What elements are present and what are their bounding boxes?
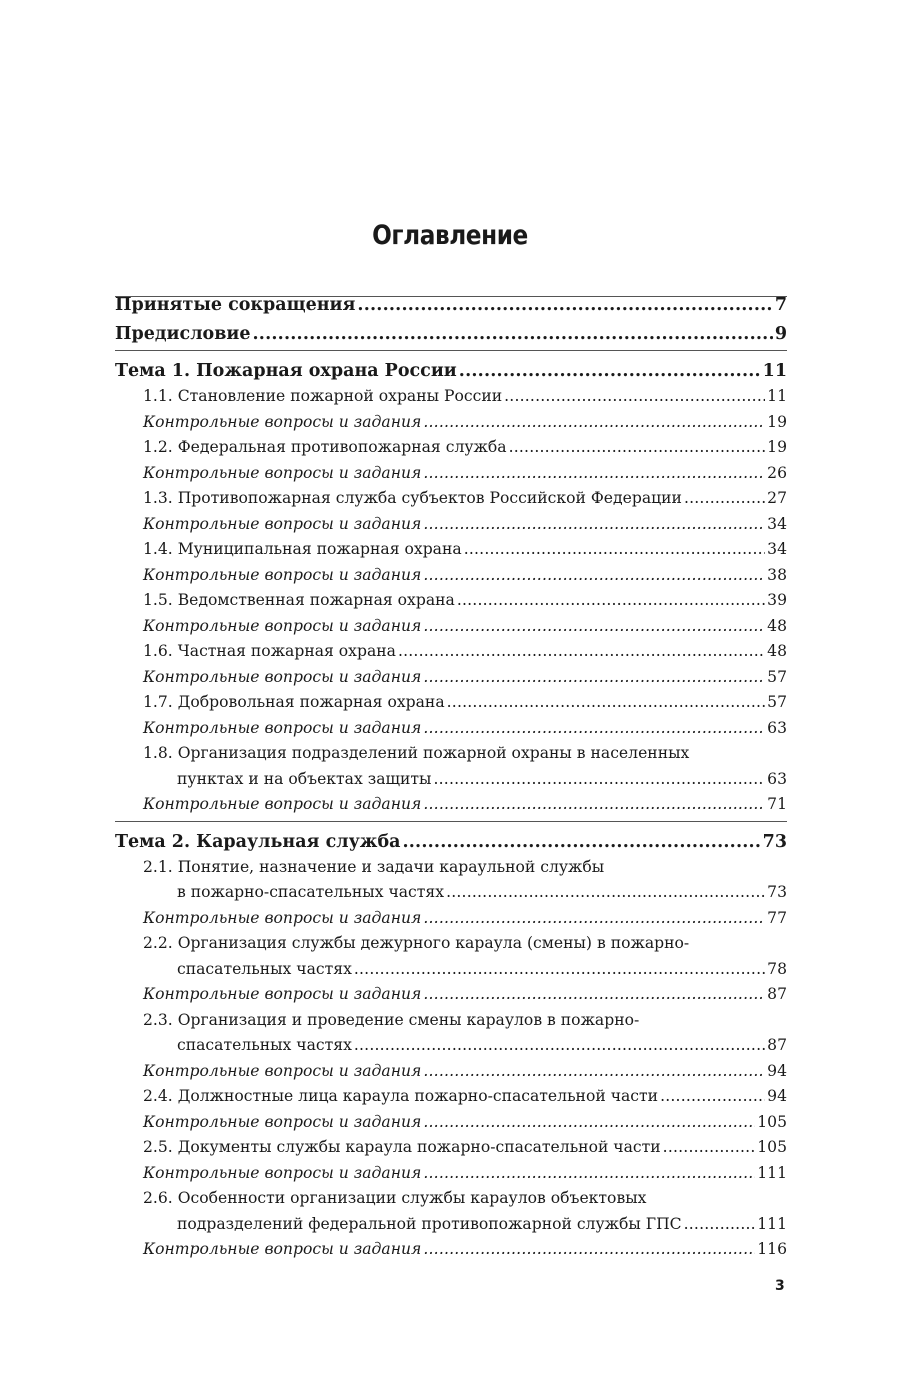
dot-leader (684, 1212, 756, 1238)
toc-entry-page: 94 (767, 1087, 787, 1105)
dot-leader (423, 563, 765, 589)
toc-entry-label: Контрольные вопросы и задания (143, 1061, 422, 1080)
toc-entry-label: в пожарно-спасательных частях (177, 883, 445, 901)
toc-entry-page: 57 (767, 667, 787, 686)
toc-entry-label: Предисловие (115, 324, 251, 344)
dot-leader (423, 665, 765, 691)
toc-entry-page: 11 (767, 387, 787, 405)
toc-entry-page: 71 (767, 795, 787, 813)
toc-entry-label: 2.3. Организация и проведение смены караулов в пожарно- (143, 1010, 640, 1029)
toc-entry-page: 73 (762, 831, 787, 852)
dot-leader (504, 384, 765, 410)
dot-leader (423, 792, 765, 818)
toc-questions-entry (115, 792, 787, 818)
toc-entry-label: 2.6. Особенности организации службы караулов объектовых (143, 1189, 647, 1207)
toc-entry-label: 1.8. Организация подразделений пожарной охраны в населенных (143, 744, 690, 762)
dot-leader (357, 293, 772, 318)
toc-entry-page: 39 (767, 591, 787, 609)
toc-entry-page: 19 (767, 438, 787, 456)
toc-entry-page: 26 (767, 463, 787, 482)
toc-entry-page: 19 (767, 412, 787, 431)
toc-section-entry (115, 537, 787, 563)
dot-leader (684, 486, 765, 512)
toc-entry-label: 1.2. Федеральная противопожарная служба (143, 438, 507, 456)
toc-entry-page: 73 (767, 883, 787, 901)
toc-entry-page: 78 (767, 959, 787, 978)
toc-entry-label: спасательных частях (177, 1036, 352, 1054)
toc-section-entry (115, 855, 787, 906)
toc-section-entry (115, 384, 787, 410)
dot-leader (423, 1161, 755, 1187)
toc-entry-page: 87 (767, 1036, 787, 1054)
toc-entry-page: 105 (757, 1138, 787, 1156)
toc-section-entry (115, 486, 787, 512)
toc-section-entry (115, 588, 787, 614)
dot-leader (402, 830, 760, 855)
toc-entry-label: Контрольные вопросы и задания (143, 795, 422, 813)
toc-entry-label: 2.5. Документы службы караула пожарно-спасательной части (143, 1138, 661, 1156)
toc-entry-page: 111 (757, 1163, 787, 1182)
toc-entry-label: 1.7. Добровольная пожарная охрана (143, 693, 445, 711)
dot-leader (423, 614, 765, 640)
toc-questions-entry (115, 1161, 787, 1187)
toc-entry-label: Контрольные вопросы и задания (143, 1112, 422, 1131)
dot-leader (446, 880, 765, 906)
dot-leader (423, 410, 765, 436)
dot-leader (423, 1059, 765, 1085)
toc-entry-page: 48 (767, 616, 787, 635)
toc-entry-label: Контрольные вопросы и задания (143, 985, 422, 1003)
toc-entry-label: 2.2. Организация службы дежурного караула (смены) в пожарно- (143, 934, 690, 952)
toc-entry-page: 34 (767, 540, 787, 558)
toc-section-entry (115, 1186, 787, 1237)
dot-leader (423, 716, 765, 742)
toc-questions-entry (115, 461, 787, 487)
toc-entry-page: 94 (767, 1061, 787, 1080)
toc-entry-label: 2.1. Понятие, назначение и задачи караульной службы (143, 857, 605, 876)
toc-heading-entry (115, 351, 787, 384)
toc-section-entry (115, 690, 787, 716)
toc-entry-page: 34 (767, 514, 787, 533)
dot-leader (398, 639, 765, 665)
toc-questions-entry (115, 716, 787, 742)
toc-entry-page: 27 (767, 489, 787, 507)
dot-leader (433, 767, 765, 793)
toc-entry-label: Контрольные вопросы и задания (143, 667, 422, 686)
toc-entry-page: 11 (762, 361, 787, 381)
toc-entry-page: 111 (757, 1214, 787, 1233)
toc-questions-entry (115, 1110, 787, 1136)
toc-entry-page: 63 (767, 718, 787, 737)
toc-section-entry (115, 1135, 787, 1161)
toc-section-entry (115, 1008, 787, 1059)
dot-leader (423, 461, 765, 487)
dot-leader (423, 512, 765, 538)
toc-entry-page: 48 (767, 642, 787, 660)
toc-questions-entry (115, 1237, 787, 1263)
toc-questions-entry (115, 906, 787, 932)
dot-leader (423, 1110, 755, 1136)
toc-entry-label: Принятые сокращения (115, 295, 356, 315)
dot-leader (509, 435, 766, 461)
toc-questions-entry (115, 982, 787, 1008)
toc-entry-label: 1.5. Ведомственная пожарная охрана (143, 591, 455, 609)
dot-leader (660, 1084, 765, 1110)
dot-leader (457, 588, 765, 614)
toc-entry-label: Контрольные вопросы и задания (143, 1163, 422, 1182)
toc-entry-label: Контрольные вопросы и задания (143, 908, 422, 927)
toc-questions-entry (115, 614, 787, 640)
dot-leader (423, 1237, 755, 1263)
dot-leader (447, 690, 766, 716)
toc-questions-entry (115, 410, 787, 436)
dot-leader (354, 1033, 765, 1059)
toc-entry-label: спасательных частях (177, 959, 352, 978)
toc-entry-label: Контрольные вопросы и задания (143, 616, 422, 635)
toc-questions-entry (115, 665, 787, 691)
toc-entry-page: 9 (774, 324, 787, 344)
toc-entry-page: 7 (774, 295, 787, 315)
toc-entry-label: Контрольные вопросы и задания (143, 1240, 422, 1258)
toc-questions-entry (115, 563, 787, 589)
toc-entry-page: 105 (757, 1112, 787, 1131)
dot-leader (459, 359, 761, 384)
dot-leader (423, 906, 765, 932)
toc-entry-label: пунктах и на объектах защиты (177, 769, 432, 788)
toc-entry-label: Контрольные вопросы и задания (143, 514, 422, 533)
dot-leader (252, 322, 772, 347)
toc-entry-page: 116 (757, 1240, 787, 1258)
dot-leader (464, 537, 765, 563)
dot-leader (423, 982, 765, 1008)
dot-leader (354, 957, 765, 983)
page-number: 3 (775, 1278, 785, 1294)
toc-entry-label: Контрольные вопросы и задания (143, 463, 422, 482)
toc-entry-label: 1.4. Муниципальная пожарная охрана (143, 540, 462, 558)
toc-entry-label: Тема 2. Караульная служба (115, 831, 401, 852)
toc-entry-label: 1.3. Противопожарная служба субъектов Российской Федерации (143, 489, 682, 507)
toc-heading-entry (115, 293, 787, 318)
toc-heading-entry (115, 822, 787, 855)
toc-entry-page: 87 (767, 985, 787, 1003)
toc-entry-label: Контрольные вопросы и задания (143, 565, 422, 584)
toc-entry-page: 38 (767, 565, 787, 584)
dot-leader (663, 1135, 756, 1161)
page-title: Оглавление (372, 220, 528, 251)
toc-questions-entry (115, 1059, 787, 1085)
toc-section-entry (115, 1084, 787, 1110)
toc-entry-page: 77 (767, 908, 787, 927)
toc-entry-label: 1.1. Становление пожарной охраны России (143, 387, 503, 405)
table-of-contents (115, 293, 787, 1263)
toc-entry-page: 63 (767, 769, 787, 788)
toc-entry-label: 2.4. Должностные лица караула пожарно-спасательной части (143, 1087, 659, 1105)
toc-entry-label: Тема 1. Пожарная охрана России (115, 361, 457, 381)
toc-entry-label: Контрольные вопросы и задания (143, 718, 422, 737)
toc-section-entry (115, 931, 787, 982)
toc-section-entry (115, 639, 787, 665)
toc-entry-label: 1.6. Частная пожарная охрана (143, 642, 396, 660)
toc-entry-label: Контрольные вопросы и задания (143, 412, 422, 431)
toc-entry-label: подразделений федеральной противопожарной службы ГПС (177, 1214, 682, 1233)
toc-questions-entry (115, 512, 787, 538)
toc-section-entry (115, 741, 787, 792)
toc-entry-page: 57 (767, 693, 787, 711)
toc-heading-entry (115, 318, 787, 347)
toc-section-entry (115, 435, 787, 461)
